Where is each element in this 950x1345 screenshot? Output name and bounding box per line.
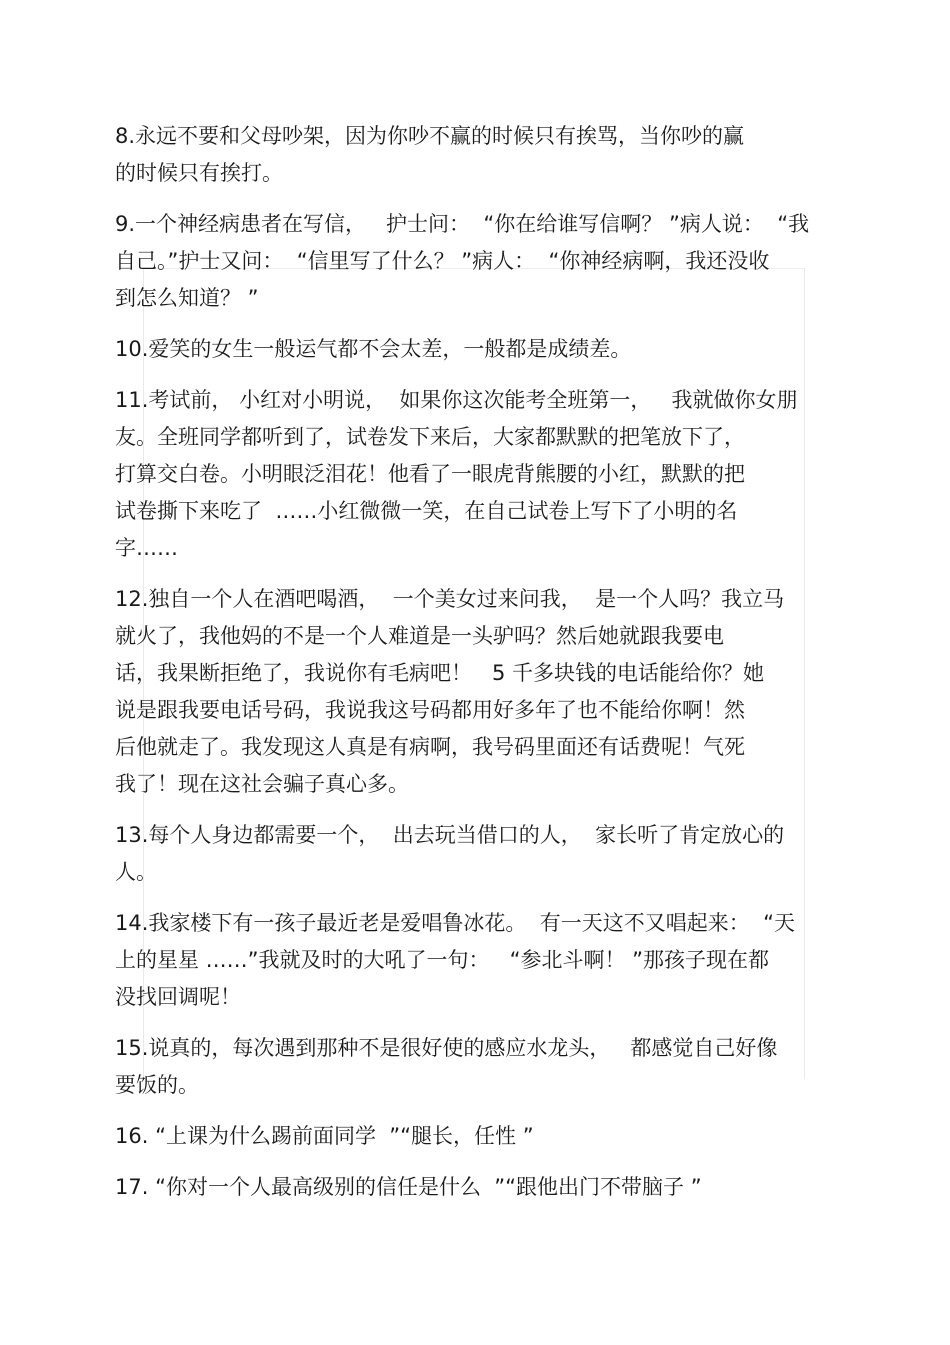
- paragraph-line: 9.一个神经病患者在写信， 护士问： “你在给谁写信啊？ ”病人说： “我: [115, 212, 810, 236]
- paragraph-line: 人。: [115, 860, 157, 884]
- joke-paragraph: [115, 581, 835, 803]
- paragraph-line: 上的星星 ……”我就及时的大吼了一句： “参北斗啊！ ”那孩子现在都: [115, 948, 770, 972]
- paragraph-line: 没找回调呢！: [115, 985, 241, 1009]
- paragraph-line: 14.我家楼下有一孩子最近老是爱唱鲁冰花。 有一天这不又唱起来： “天: [115, 911, 795, 935]
- joke-paragraph: [115, 382, 835, 567]
- paragraph-line: 8.永远不要和父母吵架，因为你吵不赢的时候只有挨骂，当你吵的赢: [115, 124, 745, 148]
- joke-paragraph: [115, 331, 835, 368]
- paragraph-line: 友。全班同学都听到了，试卷发下来后，大家都默默的把笔放下了，: [115, 425, 745, 449]
- joke-paragraph: [115, 1118, 835, 1155]
- joke-paragraph: [115, 1169, 835, 1206]
- paragraph-line: 13.每个人身边都需要一个， 出去玩当借口的人， 家长听了肯定放心的: [115, 823, 785, 847]
- paragraph-line: 10.爱笑的女生一般运气都不会太差，一般都是成绩差。: [115, 337, 632, 361]
- joke-paragraph: [115, 1030, 835, 1104]
- paragraph-line: 说是跟我要电话号码，我说我这号码都用好多年了也不能给你啊！然: [115, 698, 745, 722]
- paragraph-line: 话，我果断拒绝了，我说你有毛病吧！ 5 千多块钱的电话能给你？她: [115, 661, 765, 685]
- paragraph-line: 的时候只有挨打。: [115, 161, 283, 185]
- joke-paragraph: [115, 118, 835, 192]
- paragraph-line: 我了！现在这社会骗子真心多。: [115, 772, 409, 796]
- paragraph-line: 后他就走了。我发现这人真是有病啊，我号码里面还有话费呢！气死: [115, 735, 745, 759]
- paragraph-line: 试卷撕下来吃了 ……小红微微一笑，在自己试卷上写下了小明的名: [115, 499, 738, 523]
- paragraph-line: 16. “上课为什么踢前面同学 ”“腿长，任性 ”: [115, 1124, 534, 1148]
- paragraph-line: 就火了，我他妈的不是一个人难道是一头驴吗？然后她就跟我要电: [115, 624, 724, 648]
- paragraph-line: 自己。”护士又问： “信里写了什么？ ”病人： “你神经病啊，我还没收: [115, 249, 770, 273]
- paragraph-line: 12.独自一个人在酒吧喝酒， 一个美女过来问我， 是一个人吗？我立马: [115, 587, 785, 611]
- paragraph-line: 打算交白卷。小明眼泛泪花！他看了一眼虎背熊腰的小红，默默的把: [115, 462, 745, 486]
- joke-paragraph: [115, 817, 835, 891]
- document-content: [115, 118, 835, 1220]
- joke-paragraph: [115, 206, 835, 317]
- paragraph-line: 要饭的。: [115, 1073, 199, 1097]
- paragraph-line: 11.考试前， 小红对小明说， 如果你这次能考全班第一， 我就做你女朋: [115, 388, 798, 412]
- joke-paragraph: [115, 905, 835, 1016]
- paragraph-line: 到怎么知道？ ”: [115, 286, 259, 310]
- paragraph-line: 17. “你对一个人最高级别的信任是什么 ”“跟他出门不带脑子 ”: [115, 1175, 702, 1199]
- paragraph-line: 字……: [115, 536, 178, 560]
- paragraph-line: 15.说真的，每次遇到那种不是很好使的感应水龙头， 都感觉自己好像: [115, 1036, 778, 1060]
